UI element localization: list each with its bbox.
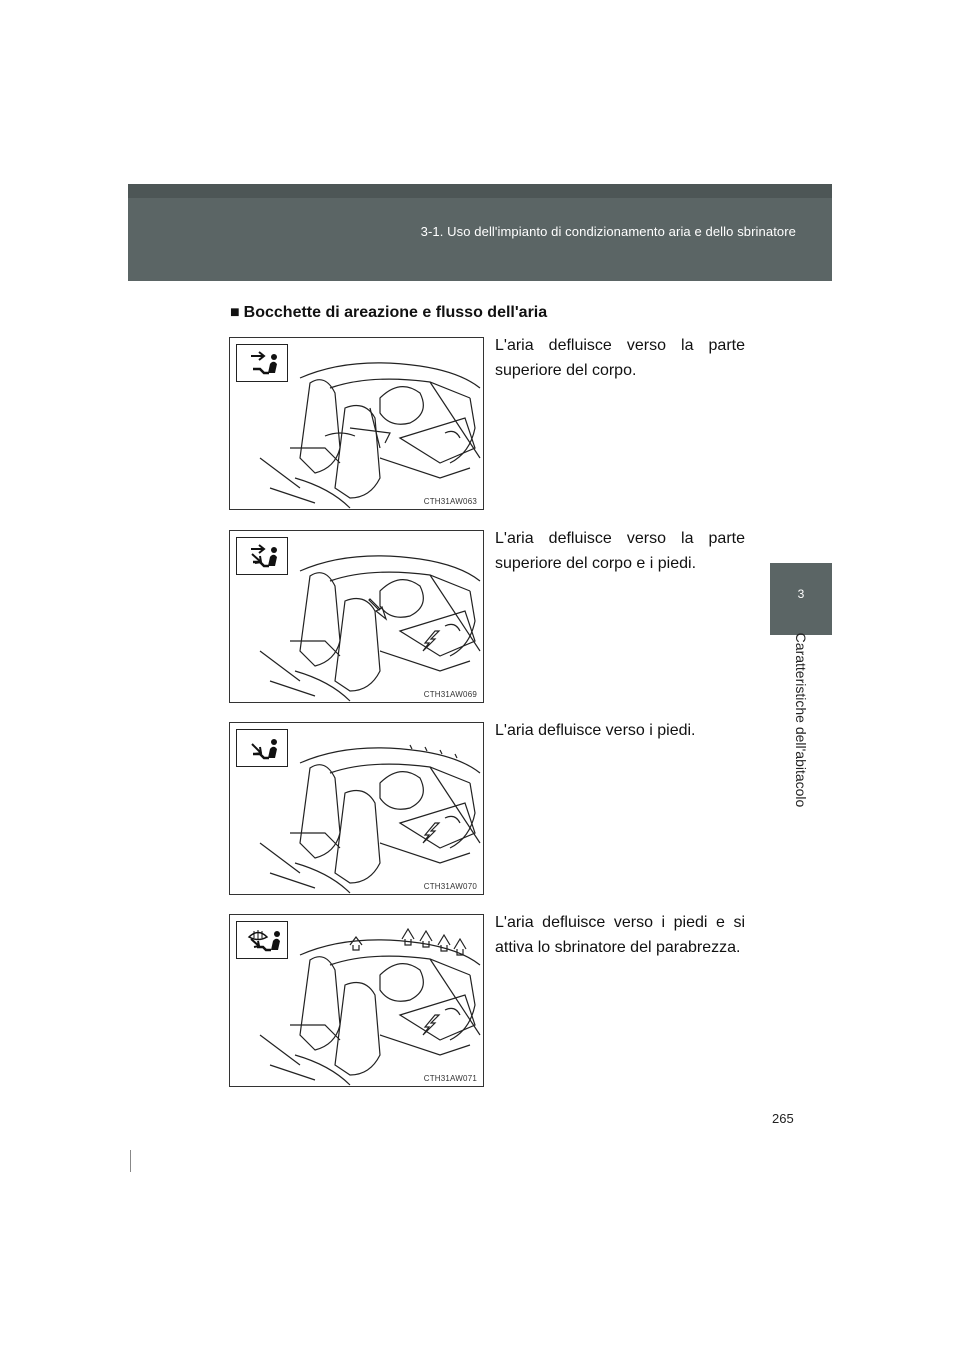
figure-code: CTH31AW063 [423, 497, 477, 506]
section-heading [230, 304, 547, 322]
chapter-tab [770, 563, 832, 635]
car-interior-illustration [230, 531, 485, 704]
car-interior-illustration [230, 338, 485, 511]
section-heading-text: Bocchette di areazione e flusso dell'aria [243, 304, 548, 321]
breadcrumb: 3-1. Uso dell'impianto di condizionamento aria e dello sbrinatore [420, 224, 796, 239]
margin-mark [130, 1150, 131, 1172]
item-description: L'aria defluisce verso la parte superiore del corpo. [495, 337, 745, 379]
car-interior-illustration [230, 723, 485, 896]
figure-feet-defrost-mode [229, 914, 484, 1087]
figure-feet-mode [229, 722, 484, 895]
figure-code: CTH31AW071 [423, 1074, 477, 1083]
item-description: L'aria defluisce verso i piedi. [495, 722, 696, 739]
item-description: L'aria defluisce verso i piedi e si attiva lo sbrinatore del parabrezza. [495, 914, 745, 956]
page-number: 265 [772, 1111, 794, 1126]
figure-bi-level-mode [229, 530, 484, 703]
chapter-number: 3 [797, 587, 805, 601]
figure-code: CTH31AW069 [423, 690, 477, 699]
item-description: L'aria defluisce verso la parte superiore del corpo e i piedi. [495, 530, 745, 572]
chapter-label: Caratteristiche dell'abitacolo [793, 632, 809, 808]
square-bullet-icon: ■ [230, 304, 240, 321]
header-band [128, 184, 832, 281]
figure-face-mode [229, 337, 484, 510]
figure-code: CTH31AW070 [423, 882, 477, 891]
car-interior-illustration [230, 915, 485, 1088]
